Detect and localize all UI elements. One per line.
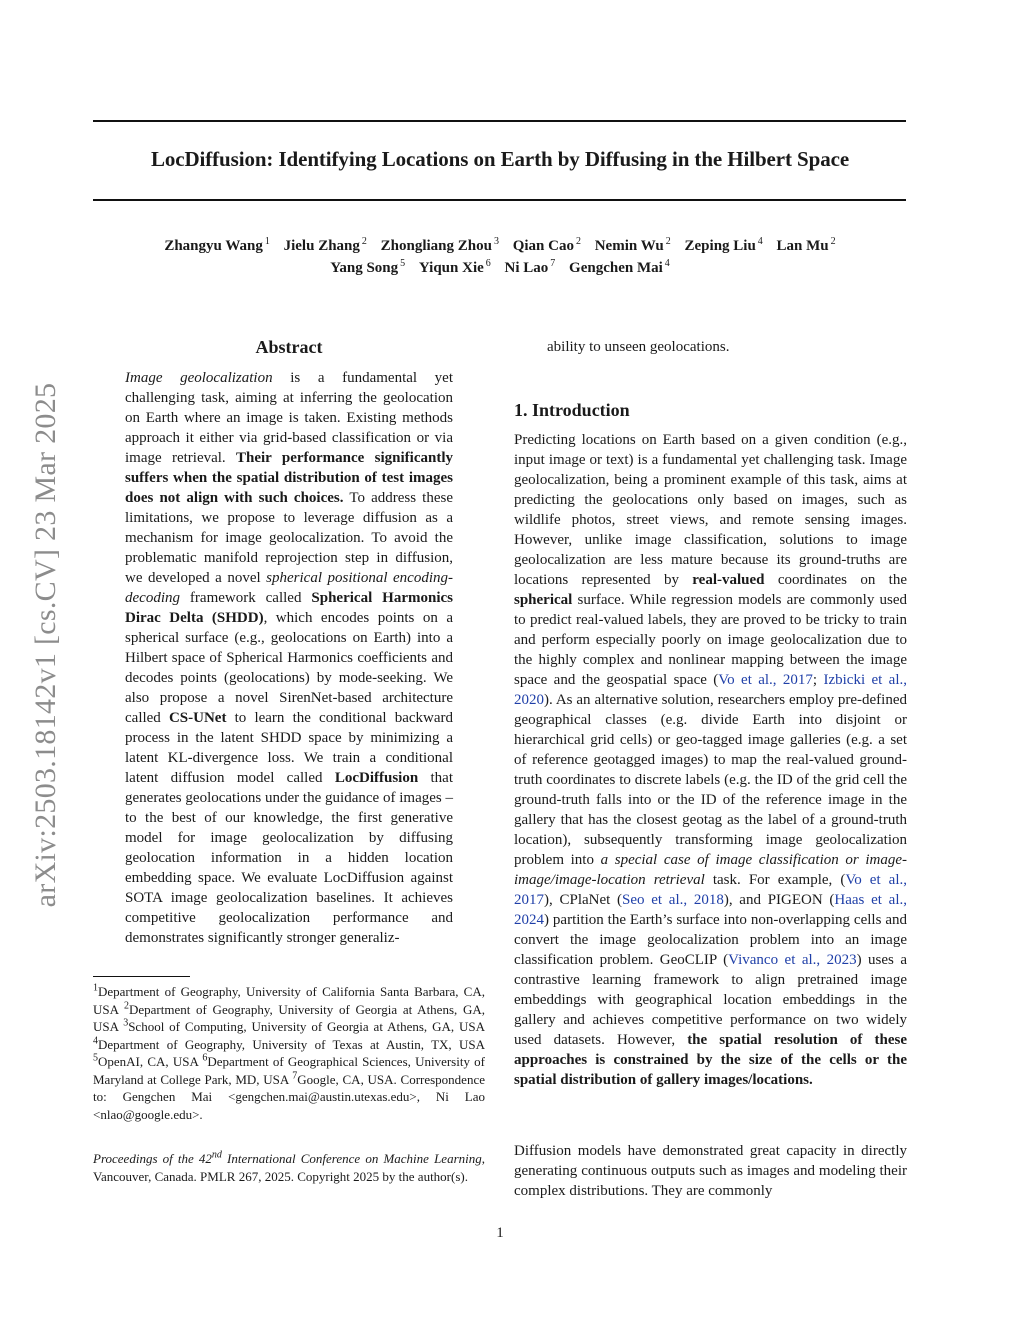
introduction-body: Predicting locations on Earth based on a given condition (e.g., input image or text) is a fundamental yet challenging task. Image geolocalization, being a prominent example of this task, aims at predicting the geolocations only based on images, such as wildlife photos, street views, and remote sensing images. However, unlike image classification, solutions to image geolocalization are less mature because its ground-truths are locations represented by real-valued coordinates on the spherical surface. While regression models are commonly used to predict real-valued labels, they are proved to be tricky to train and perform especially poorly on image geolocalization due to the highly complex and nonlinear mapping between the image space and the geospatial space (Vo et al., 2017; Izbicki et al., 2020). As an alternative solution, researchers employ pre-defined geographical classes (e.g. divide Earth into disjoint or hierarchical grid cells) or geo-tagged image galleries (e.g. a set of reference geotagged images) to map the real-valued ground-truth coordinates to discrete labels (e.g. the ID of the grid cell the ground-truth falls into or the ID of the reference image in the gallery that has the closest geotag as the label of a ground-truth location), subsequently transforming image geolocalization problem into a special case of image classification or image-image/image-location retrieval task. For example, (Vo et al., 2017), CPlaNet (Seo et al., 2018), and PIGEON (Haas et al., 2024) partition the Earth’s surface into non-overlapping cells and convert the image geolocalization problem into an image classification problem. GeoCLIP (Vivanco et al., 2023) uses a contrastive learning framework to align pretrained image embeddings with geographical location embeddings in the gallery and achieves competitive performance on two widely used datasets. However, the spatial resolution of these approaches is constrained by the size of the cells or the spatial distribution of gallery images/locations. (514, 432, 908, 1088)
author: Lan Mu $^2$ (776, 236, 836, 254)
citation-link[interactable]: Haas et al., 2024 (514, 892, 907, 928)
citation-link[interactable]: Vo et al., 2017 (718, 672, 813, 688)
author: Ni Lao $^7$ (504, 258, 556, 276)
author: Yiqun Xie $^6$ (418, 258, 491, 276)
author: Jielu Zhang $^2$ (283, 236, 367, 254)
author: Zhangyu Wang $^1$ (164, 236, 270, 254)
proceedings-note: Proceedings of the 42nd International Conference on Machine Learning, Vancouver, Canada. PMLR 267, 2025. Copyright 2025 by the author(s). (93, 1149, 485, 1184)
arxiv-stamp: arXiv:2503.18142v1 [cs.CV] 23 Mar 2025 (29, 382, 62, 908)
page-number: 1 (496, 1225, 504, 1241)
author: Qian Cao $^2$ (512, 236, 581, 254)
author-list-line-1 (60, 236, 940, 255)
paper-title: LocDiffusion: Identifying Locations on Earth by Diffusing in the Hilbert Space (150, 147, 850, 171)
citation-link[interactable]: Seo et al., 2018 (622, 892, 724, 908)
title-rule-bottom (93, 199, 906, 201)
abstract-heading: Abstract (255, 337, 323, 357)
author: Zeping Liu $^4$ (684, 236, 763, 254)
author-list-line-2 (60, 258, 940, 277)
author: Yang Song $^5$ (330, 258, 406, 276)
footnote-rule (93, 976, 190, 977)
abstract-continuation: ability to unseen geolocations. (547, 339, 730, 355)
citation-link[interactable]: Vo et al., 2017 (514, 872, 907, 908)
introduction-paragraph-2: Diffusion models have demonstrated great capacity in directly generating continuous outputs such as images and modeling their complex distributions. They are commonly (514, 1143, 907, 1199)
section-heading-introduction: 1. Introduction (514, 400, 630, 420)
affiliation-footnotes: $^1$Department of Geography, University of California Santa Barbara, CA, USA $^2$Department of Geography, University of Georgia at Athens, GA, USA $^3$School of Computing, University of Georgia at Athens, GA, USA $^4$Department of Geography, University of Texas at Austin, TX, USA $^5$OpenAI, CA, USA $^6$Department of Geographical Sciences, University of Maryland at College Park, MD, USA $^7$Google, CA, USA. Correspondence to: Gengchen Mai <gengchen.mai@austin.utexas.edu>, Ni Lao <nlao@google.edu>. (93, 982, 485, 1122)
title-rule-top (93, 120, 906, 122)
author: Nemin Wu $^2$ (594, 236, 671, 254)
citation-link[interactable]: Vivanco et al., 2023 (728, 952, 857, 968)
citation-link[interactable]: Izbicki et al., 2020 (514, 672, 908, 708)
author: Zhongliang Zhou $^3$ (380, 236, 499, 254)
abstract-body: Image geolocalization is a fundamental yet challenging task, aiming at inferring the geolocation on Earth where an image is taken. Existing methods approach it either via grid-based classification or via image retrieval. Their performance significantly suffers when the spatial distribution of test images does not align with such choices. To address these limitations, we propose to leverage diffusion as a mechanism for image geolocalization. To avoid the problematic manifold reprojection step in diffusion, we developed a novel spherical positional encoding-decoding framework called Spherical Harmonics Dirac Delta (SHDD), which encodes points on a spherical surface (e.g., geolocations on Earth) into a Hilbert space of Spherical Harmonics coefficients and decodes points (geolocations) by mode-seeking. We also propose a novel SirenNet-based architecture called CS-UNet to learn the conditional backward process in the latent SHDD space by minimizing a latent KL-divergence loss. We train a conditional latent diffusion model called LocDiffusion that generates geolocations under the guidance of images – to the best of our knowledge, the first generative model for image geolocalization by diffusing geolocation information in a hidden location embedding space. We evaluate LocDiffusion against SOTA image geolocalization baselines. It achieves competitive geolocalization performance and demonstrates significantly stronger generaliz- (125, 370, 453, 946)
author: Gengchen Mai $^4$ (569, 258, 670, 276)
